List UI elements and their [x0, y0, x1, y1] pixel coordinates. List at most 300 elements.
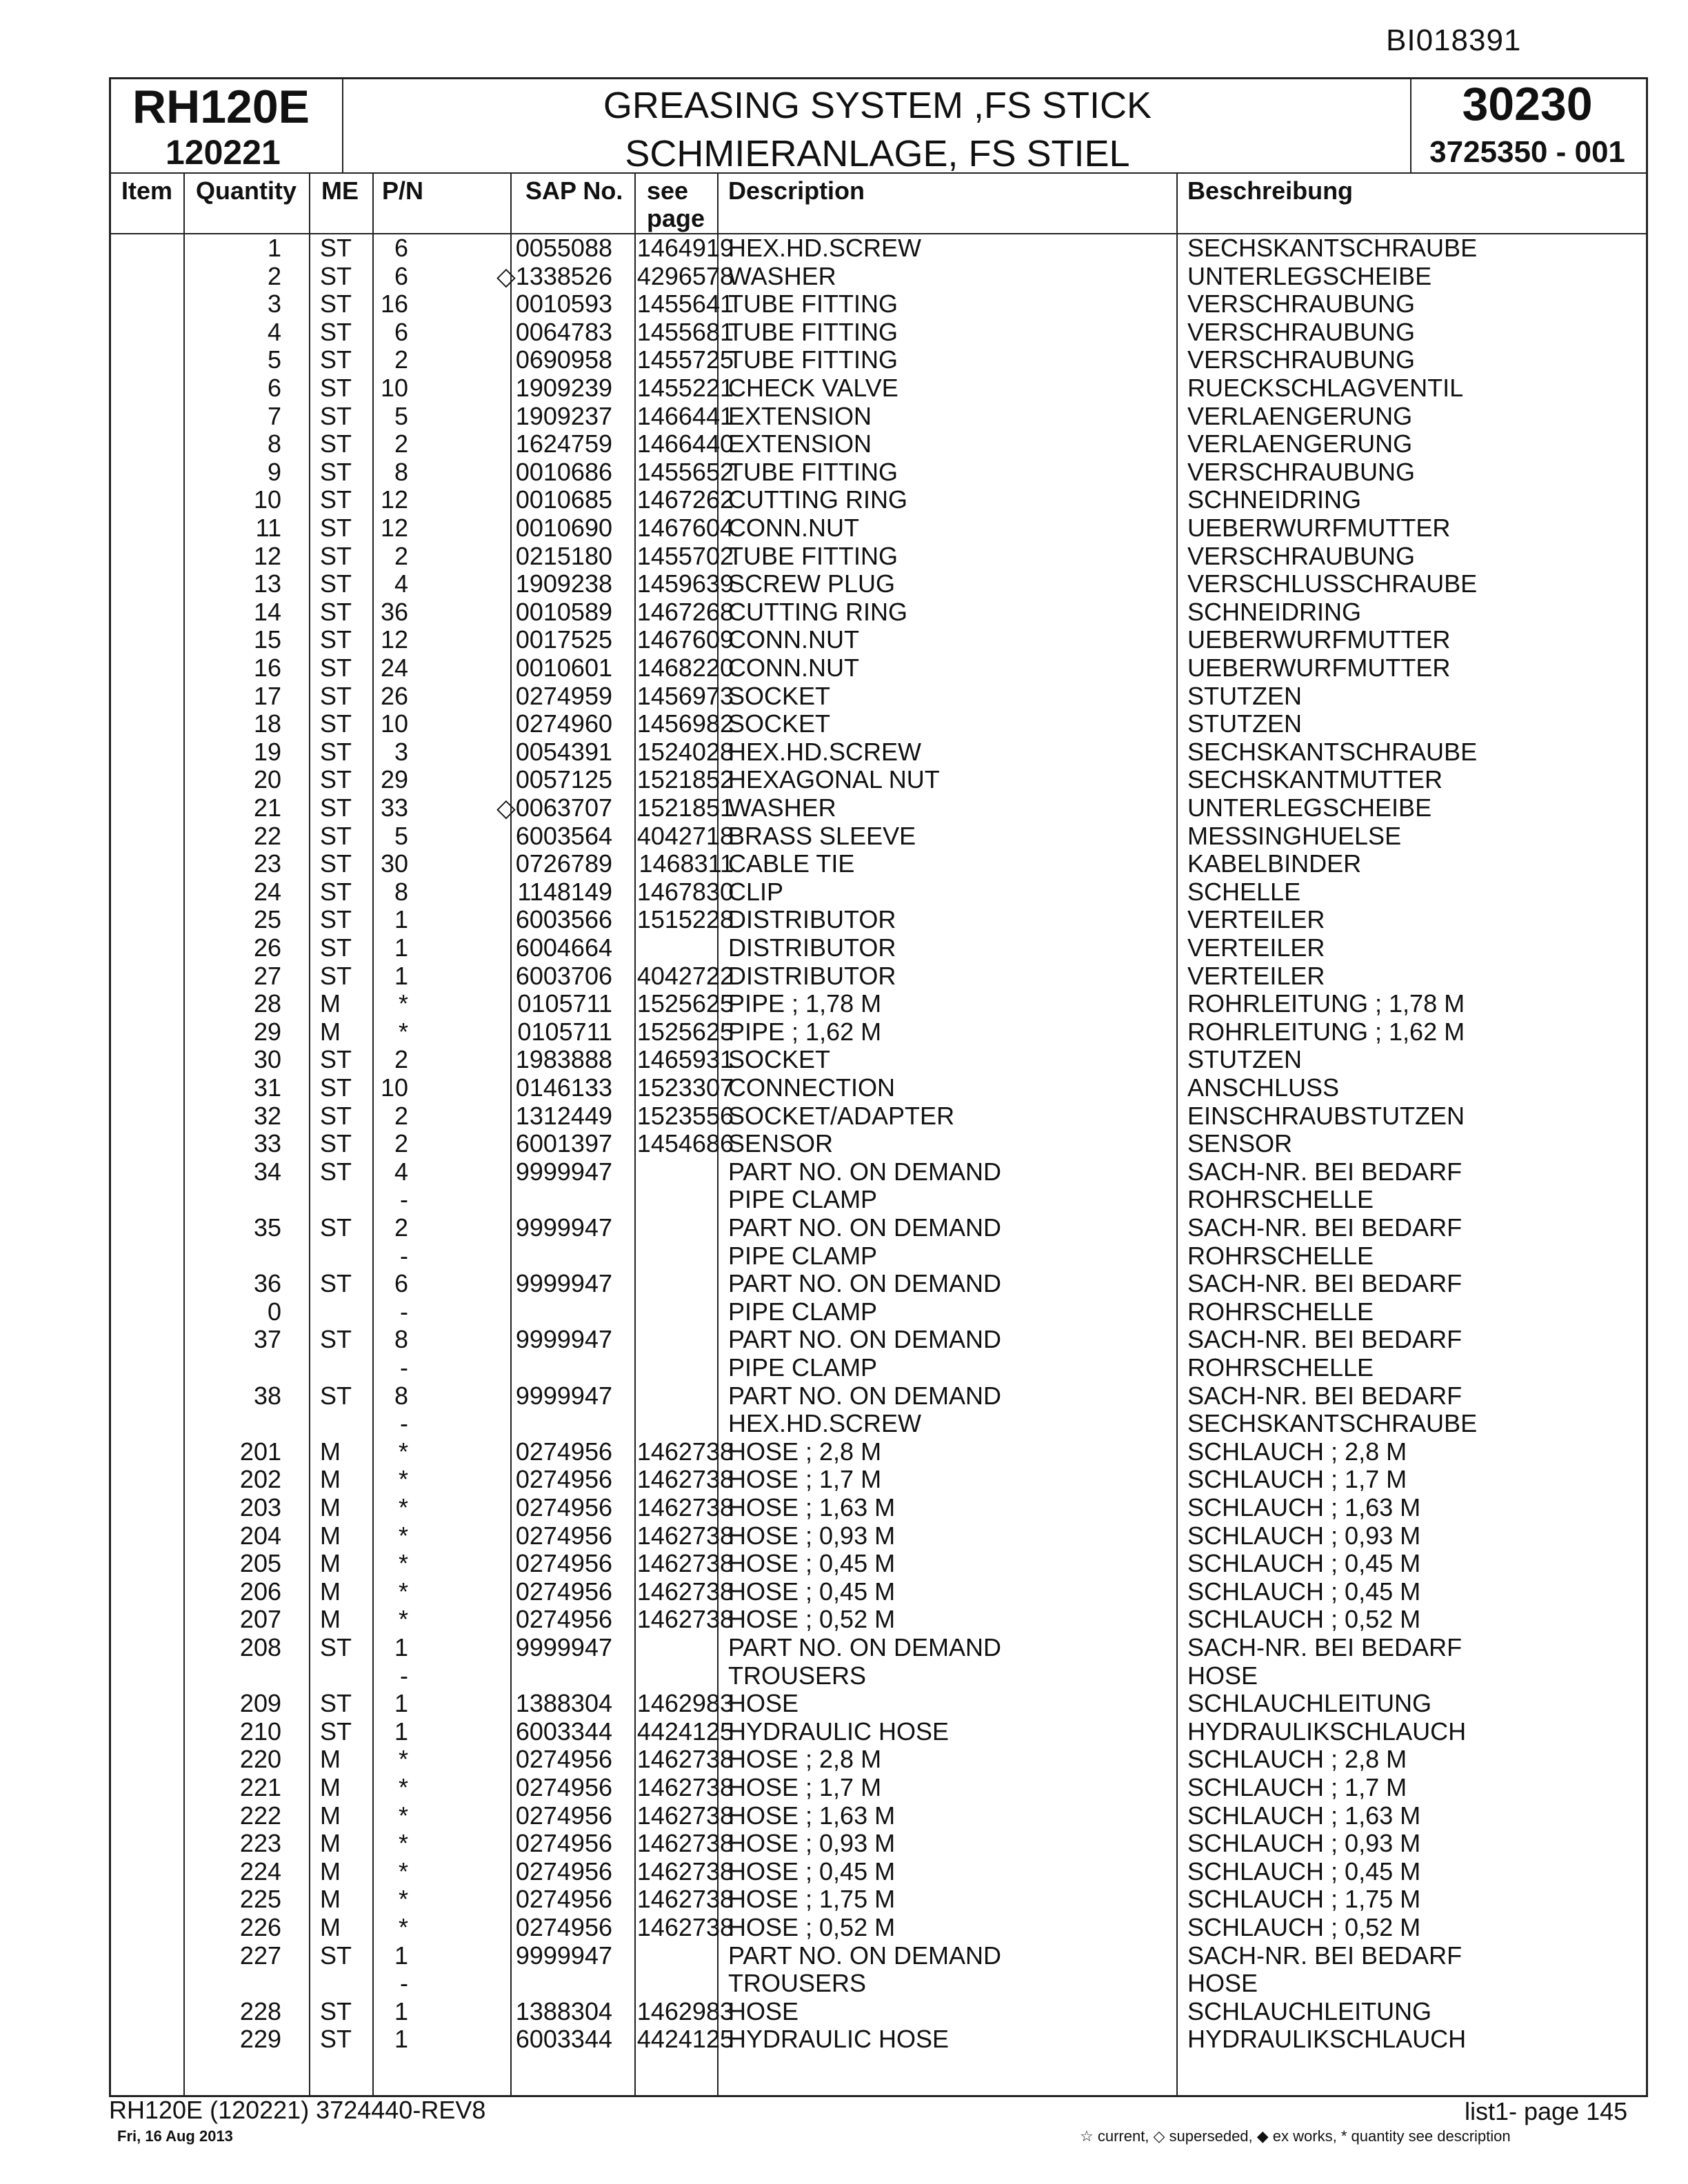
table-row	[109, 1046, 1648, 1074]
cell-me: ST	[320, 821, 352, 850]
table-row	[109, 1662, 1648, 1690]
cell-me: ST	[320, 709, 352, 738]
cell-me: M	[320, 1521, 341, 1550]
cell-sap: 1462983	[636, 1996, 734, 2025]
cell-me: ST	[320, 317, 352, 346]
footer-date: Fri, 16 Aug 2013	[117, 2127, 233, 2145]
cell-beschreibung: ROHRLEITUNG ; 1,78 M	[1187, 989, 1465, 1018]
cell-item: 27	[253, 961, 281, 990]
cell-quantity: 8	[394, 457, 408, 486]
cell-beschreibung: SCHNEIDRING	[1187, 597, 1362, 626]
cell-pn: 6004664	[515, 933, 612, 962]
table-row	[109, 234, 1648, 263]
table-row	[109, 990, 1648, 1018]
cell-description: CONN.NUT	[728, 654, 859, 682]
table-row	[109, 738, 1648, 767]
document-id: BI018391	[1386, 23, 1522, 57]
cell-beschreibung: SCHELLE	[1187, 877, 1301, 906]
cell-pn: 0274956	[515, 1829, 612, 1858]
table-row	[109, 822, 1648, 851]
cell-sap: 4296578	[636, 261, 734, 290]
cell-quantity: *	[398, 1745, 408, 1774]
cell-beschreibung: UEBERWURFMUTTER	[1187, 514, 1451, 542]
cell-quantity: 1	[394, 961, 408, 990]
cell-pn: 9999947	[515, 1941, 612, 1970]
table-row	[109, 962, 1648, 991]
cell-pn: 1909239	[515, 374, 612, 402]
cell-sap: 1515228	[636, 905, 734, 934]
cell-quantity: 2	[394, 1129, 408, 1158]
table-row	[109, 906, 1648, 934]
cell-description: TROUSERS	[728, 1969, 867, 1998]
cell-me: ST	[320, 737, 352, 766]
cell-me: ST	[320, 597, 352, 626]
cell-quantity: -	[400, 1661, 408, 1690]
cell-quantity: 26	[380, 681, 408, 710]
cell-item: 224	[239, 1857, 281, 1885]
cell-pn: 1909238	[515, 569, 612, 598]
cell-quantity: 8	[394, 1325, 408, 1354]
cell-quantity: 10	[380, 374, 408, 402]
cell-pn: 9999947	[515, 1269, 612, 1298]
cell-description: DISTRIBUTOR	[728, 905, 896, 934]
serial-number: 120221	[165, 133, 281, 172]
cell-me: M	[320, 1801, 341, 1830]
cell-beschreibung: SCHLAUCH ; 0,52 M	[1187, 1605, 1421, 1634]
cell-sap: 1454686	[636, 1129, 734, 1158]
cell-quantity: *	[398, 1493, 408, 1521]
cell-me: M	[320, 1437, 341, 1466]
cell-description: HOSE	[728, 1689, 799, 1718]
cell-me: ST	[320, 429, 352, 458]
cell-me: ST	[320, 905, 352, 934]
cell-beschreibung: ROHRSCHELLE	[1187, 1241, 1374, 1270]
cell-beschreibung: SECHSKANTSCHRAUBE	[1187, 234, 1478, 262]
table-row	[109, 1410, 1648, 1438]
col-header-item: Item	[121, 176, 173, 205]
cell-item: 229	[239, 2025, 281, 2054]
cell-quantity: 29	[380, 765, 408, 794]
cell-item: 1	[267, 234, 281, 262]
cell-item: 12	[253, 541, 281, 570]
cell-quantity: 5	[394, 821, 408, 850]
cell-item: 204	[239, 1521, 281, 1550]
cell-beschreibung: VERLAENGERUNG	[1187, 401, 1413, 430]
cell-pn: 1388304	[515, 1996, 612, 2025]
cell-me: M	[320, 989, 341, 1018]
cell-quantity: 2	[394, 1045, 408, 1074]
cell-description: HYDRAULIC HOSE	[728, 2025, 950, 2054]
cell-beschreibung: SACH-NR. BEI BEDARF	[1187, 1269, 1463, 1298]
cell-description: PIPE ; 1,62 M	[728, 1017, 882, 1046]
cell-sap: 1462738	[636, 1745, 734, 1774]
cell-beschreibung: ROHRSCHELLE	[1187, 1297, 1374, 1326]
cell-quantity: 2	[394, 541, 408, 570]
cell-beschreibung: HYDRAULIKSCHLAUCH	[1187, 2025, 1467, 2054]
cell-sap: 1462738	[636, 1549, 734, 1578]
cell-quantity: 8	[394, 1381, 408, 1410]
table-row	[109, 1634, 1648, 1662]
cell-pn: 6003344	[515, 2025, 612, 2054]
cell-item: 225	[239, 1885, 281, 1914]
cell-pn: 9999947	[515, 1157, 612, 1186]
cell-me: ST	[320, 1996, 352, 2025]
cell-quantity: *	[398, 1465, 408, 1494]
cell-me: M	[320, 1465, 341, 1494]
cell-pn: 0726789	[515, 849, 612, 878]
footer-page-info: list1- page 145	[1465, 2097, 1628, 2125]
table-row	[109, 1746, 1648, 1774]
cell-description: HOSE ; 1,7 M	[728, 1465, 882, 1494]
cell-pn: ◇0063707	[496, 793, 612, 822]
cell-beschreibung: EINSCHRAUBSTUTZEN	[1187, 1101, 1465, 1130]
cell-pn: 0274956	[515, 1549, 612, 1578]
cell-description: HOSE ; 1,75 M	[728, 1885, 896, 1914]
cell-description: TUBE FITTING	[728, 317, 898, 346]
cell-beschreibung: ROHRSCHELLE	[1187, 1185, 1374, 1214]
cell-quantity: 1	[394, 905, 408, 934]
cell-pn: 1388304	[515, 1689, 612, 1718]
cell-sap: 1467604	[636, 514, 734, 542]
cell-item: 209	[239, 1689, 281, 1718]
cell-pn: 0274956	[515, 1465, 612, 1494]
cell-item: 207	[239, 1605, 281, 1634]
cell-description: HOSE ; 2,8 M	[728, 1745, 882, 1774]
cell-item: 210	[239, 1717, 281, 1746]
cell-me: ST	[320, 541, 352, 570]
table-row	[109, 794, 1648, 822]
cell-item: 33	[253, 1129, 281, 1158]
cell-description: HOSE ; 0,93 M	[728, 1521, 896, 1550]
cell-me: M	[320, 1493, 341, 1521]
table-row	[109, 543, 1648, 571]
cell-quantity: 1	[394, 1689, 408, 1718]
cell-item: 208	[239, 1633, 281, 1661]
table-row	[109, 1830, 1648, 1858]
cell-item: 201	[239, 1437, 281, 1466]
cell-me: ST	[320, 1101, 352, 1130]
cell-quantity: -	[400, 1409, 408, 1438]
cell-sap: 1462738	[636, 1801, 734, 1830]
cell-me: ST	[320, 401, 352, 430]
cell-description: HOSE ; 1,63 M	[728, 1493, 896, 1521]
cell-sap: 4042722	[636, 961, 734, 990]
cell-sap: 1455725	[636, 345, 734, 374]
table-row	[109, 1102, 1648, 1131]
cell-item: 221	[239, 1773, 281, 1801]
cell-beschreibung: SCHLAUCHLEITUNG	[1187, 1996, 1432, 2025]
cell-item: 10	[253, 485, 281, 514]
cell-description: PART NO. ON DEMAND	[728, 1941, 1002, 1970]
cell-pn: 0057125	[515, 765, 612, 794]
table-row	[109, 766, 1648, 794]
cell-me: M	[320, 1745, 341, 1774]
cell-quantity: *	[398, 1605, 408, 1634]
cell-description: HOSE ; 0,93 M	[728, 1829, 896, 1858]
cell-pn: 0274956	[515, 1521, 612, 1550]
cell-description: SOCKET	[728, 709, 831, 738]
cell-item: 4	[267, 317, 281, 346]
cell-me: ST	[320, 681, 352, 710]
cell-pn: 0146133	[515, 1073, 612, 1102]
cell-me: ST	[320, 345, 352, 374]
cell-item: 25	[253, 905, 281, 934]
cell-item: 37	[253, 1325, 281, 1354]
cell-description: PIPE CLAMP	[728, 1297, 878, 1326]
model-name: RH120E	[132, 81, 310, 133]
cell-pn: ◇1338526	[496, 261, 612, 290]
cell-quantity: -	[400, 1353, 408, 1382]
cell-description: PART NO. ON DEMAND	[728, 1213, 1002, 1242]
cell-pn: 0055088	[515, 234, 612, 262]
cell-me: M	[320, 1913, 341, 1941]
table-row	[109, 1298, 1648, 1326]
cell-sap: 1459639	[636, 569, 734, 598]
cell-quantity: 3	[394, 737, 408, 766]
cell-description: HEX.HD.SCREW	[728, 737, 922, 766]
cell-description: EXTENSION	[728, 429, 872, 458]
cell-me: ST	[320, 261, 352, 290]
cell-item: 35	[253, 1213, 281, 1242]
table-row	[109, 1354, 1648, 1382]
col-header-page: page	[647, 204, 705, 232]
cell-quantity: *	[398, 1773, 408, 1801]
table-row	[109, 1718, 1648, 1746]
cell-me: ST	[320, 290, 352, 318]
cell-pn: 0274960	[515, 709, 612, 738]
cell-quantity: *	[398, 1577, 408, 1606]
table-row	[109, 1018, 1648, 1046]
cell-pn: 0274956	[515, 1773, 612, 1801]
cell-item: 14	[253, 597, 281, 626]
cell-item: 11	[255, 514, 281, 542]
cell-item: 21	[253, 793, 281, 822]
table-row	[109, 346, 1648, 374]
cell-beschreibung: SCHLAUCH ; 0,93 M	[1187, 1829, 1421, 1858]
cell-quantity: -	[400, 1969, 408, 1998]
cell-sap: 1462983	[636, 1689, 734, 1718]
cell-me: ST	[320, 654, 352, 682]
cell-pn: 0274959	[515, 681, 612, 710]
table-row	[109, 1774, 1648, 1802]
cell-beschreibung: SACH-NR. BEI BEDARF	[1187, 1633, 1463, 1661]
cell-quantity: 2	[394, 1213, 408, 1242]
cell-beschreibung: VERSCHRAUBUNG	[1187, 290, 1416, 318]
cell-pn: 0017525	[515, 625, 612, 654]
cell-me: ST	[320, 2025, 352, 2054]
cell-pn: 0010690	[515, 514, 612, 542]
cell-pn: 0010685	[515, 485, 612, 514]
cell-me: M	[320, 1885, 341, 1914]
cell-pn: 0274956	[515, 1857, 612, 1885]
cell-sap: 1462738	[636, 1437, 734, 1466]
table-row	[109, 374, 1648, 403]
cell-item: 16	[253, 654, 281, 682]
cell-me: M	[320, 1577, 341, 1606]
cell-beschreibung: SCHLAUCH ; 1,63 M	[1187, 1801, 1421, 1830]
cell-description: CONN.NUT	[728, 625, 859, 654]
cell-me: ST	[320, 457, 352, 486]
table-row	[109, 458, 1648, 487]
cell-beschreibung: VERSCHRAUBUNG	[1187, 345, 1416, 374]
cell-pn: 6003566	[515, 905, 612, 934]
cell-sap: 1455641	[636, 290, 734, 318]
table-row	[109, 514, 1648, 543]
cell-beschreibung: MESSINGHUELSE	[1187, 821, 1402, 850]
cell-quantity: 5	[394, 401, 408, 430]
table-row	[109, 934, 1648, 962]
cell-description: CLIP	[728, 877, 784, 906]
cell-item: 31	[253, 1073, 281, 1102]
cell-quantity: 1	[394, 1996, 408, 2025]
cell-item: 23	[253, 849, 281, 878]
cell-beschreibung: SCHLAUCH ; 0,45 M	[1187, 1577, 1421, 1606]
cell-quantity: 16	[380, 290, 408, 318]
cell-pn: 0010593	[515, 290, 612, 318]
cell-sap: 1462738	[636, 1913, 734, 1941]
cell-pn: 0274956	[515, 1913, 612, 1941]
table-row	[109, 1494, 1648, 1522]
cell-beschreibung: ROHRSCHELLE	[1187, 1353, 1374, 1382]
cell-item: 226	[239, 1913, 281, 1941]
cell-sap: 4042718	[636, 821, 734, 850]
cell-item: 13	[253, 569, 281, 598]
cell-me: ST	[320, 625, 352, 654]
cell-pn: 0054391	[515, 737, 612, 766]
table-row	[109, 626, 1648, 654]
cell-description: TUBE FITTING	[728, 457, 898, 486]
table-row	[109, 598, 1648, 627]
title-right-divider	[1410, 77, 1411, 174]
cell-beschreibung: STUTZEN	[1187, 1045, 1302, 1074]
cell-quantity: 6	[394, 317, 408, 346]
cell-item: 202	[239, 1465, 281, 1494]
cell-sap: 1468220	[636, 654, 734, 682]
cell-quantity: *	[398, 1885, 408, 1914]
cell-me: ST	[320, 1073, 352, 1102]
cell-description: CONN.NUT	[728, 514, 859, 542]
table-row	[109, 1186, 1648, 1214]
cell-item: 38	[253, 1381, 281, 1410]
cell-beschreibung: SCHLAUCH ; 1,7 M	[1187, 1465, 1407, 1494]
table-row	[109, 1522, 1648, 1550]
cell-me: M	[320, 1829, 341, 1858]
cell-item: 7	[267, 401, 281, 430]
cell-item: 220	[239, 1745, 281, 1774]
cell-quantity: 1	[394, 1941, 408, 1970]
title-english: GREASING SYSTEM ,FS STICK	[603, 85, 1152, 126]
cell-me: ST	[320, 1157, 352, 1186]
table-row	[109, 1550, 1648, 1578]
cell-quantity: -	[400, 1241, 408, 1270]
cell-sap: 1467262	[636, 485, 734, 514]
cell-me: M	[320, 1773, 341, 1801]
cell-pn: 0274956	[515, 1577, 612, 1606]
cell-pn: 0010589	[515, 597, 612, 626]
group-number: 30230	[1462, 78, 1593, 130]
cell-beschreibung: SECHSKANTMUTTER	[1187, 765, 1443, 794]
cell-beschreibung: STUTZEN	[1187, 709, 1302, 738]
cell-quantity: 1	[394, 1717, 408, 1746]
cell-sap: 1521852	[636, 765, 734, 794]
cell-description: HOSE ; 0,45 M	[728, 1577, 896, 1606]
cell-beschreibung: SCHLAUCH ; 1,7 M	[1187, 1773, 1407, 1801]
cell-sap: 1525625	[636, 989, 734, 1018]
cell-quantity: -	[400, 1297, 408, 1326]
table-row	[109, 1130, 1648, 1158]
cell-me: ST	[320, 1129, 352, 1158]
cell-beschreibung: VERSCHRAUBUNG	[1187, 317, 1416, 346]
cell-quantity: *	[398, 1857, 408, 1885]
cell-beschreibung: SECHSKANTSCHRAUBE	[1187, 1409, 1478, 1438]
table-row	[109, 2025, 1648, 2054]
table-row	[109, 1970, 1648, 1998]
cell-item: 34	[253, 1157, 281, 1186]
cell-description: CONNECTION	[728, 1073, 895, 1102]
cell-me: ST	[320, 961, 352, 990]
cell-sap: 1523556	[636, 1101, 734, 1130]
cell-item: 17	[253, 681, 281, 710]
table-row	[109, 850, 1648, 878]
cell-beschreibung: SACH-NR. BEI BEDARF	[1187, 1213, 1463, 1242]
cell-beschreibung: SCHLAUCHLEITUNG	[1187, 1689, 1432, 1718]
cell-description: SENSOR	[728, 1129, 834, 1158]
cell-beschreibung: VERLAENGERUNG	[1187, 429, 1413, 458]
table-row	[109, 1578, 1648, 1606]
cell-description: TUBE FITTING	[728, 541, 898, 570]
cell-sap: 1462738	[636, 1465, 734, 1494]
cell-item: 24	[253, 877, 281, 906]
cell-beschreibung: SCHLAUCH ; 0,45 M	[1187, 1549, 1421, 1578]
cell-quantity: 33	[380, 793, 408, 822]
title-left-divider	[342, 77, 343, 174]
col-header-pn: P/N	[382, 176, 424, 205]
cell-item: 8	[267, 429, 281, 458]
cell-quantity: 6	[394, 261, 408, 290]
cell-item: 6	[267, 374, 281, 402]
cell-sap: 4424125	[636, 2025, 734, 2054]
cell-me: ST	[320, 1633, 352, 1661]
cell-me: ST	[320, 1941, 352, 1970]
cell-sap: 1455681	[636, 317, 734, 346]
cell-item: 18	[253, 709, 281, 738]
cell-quantity: *	[398, 1829, 408, 1858]
cell-item: 206	[239, 1577, 281, 1606]
cell-quantity: 1	[394, 1633, 408, 1661]
cell-beschreibung: ANSCHLUSS	[1187, 1073, 1340, 1102]
cell-me: M	[320, 1017, 341, 1046]
cell-description: PART NO. ON DEMAND	[728, 1269, 1002, 1298]
cell-description: SOCKET/ADAPTER	[728, 1101, 955, 1130]
cell-pn: 6003706	[515, 961, 612, 990]
cell-beschreibung: SCHLAUCH ; 2,8 M	[1187, 1437, 1407, 1466]
cell-quantity: *	[398, 1801, 408, 1830]
cell-description: DISTRIBUTOR	[728, 961, 896, 990]
cell-sap: 1462738	[636, 1885, 734, 1914]
table-row	[109, 1858, 1648, 1886]
cell-description: HEXAGONAL NUT	[728, 765, 940, 794]
cell-description: HYDRAULIC HOSE	[728, 1717, 950, 1746]
cell-me: ST	[320, 1269, 352, 1298]
cell-pn: 6003564	[515, 821, 612, 850]
cell-me: ST	[320, 569, 352, 598]
cell-item: 26	[253, 933, 281, 962]
cell-sap: 1455702	[636, 541, 734, 570]
cell-pn: 0010601	[515, 654, 612, 682]
cell-quantity: *	[398, 1017, 408, 1046]
cell-description: PIPE ; 1,78 M	[728, 989, 882, 1018]
col-header-description: Description	[728, 176, 865, 205]
